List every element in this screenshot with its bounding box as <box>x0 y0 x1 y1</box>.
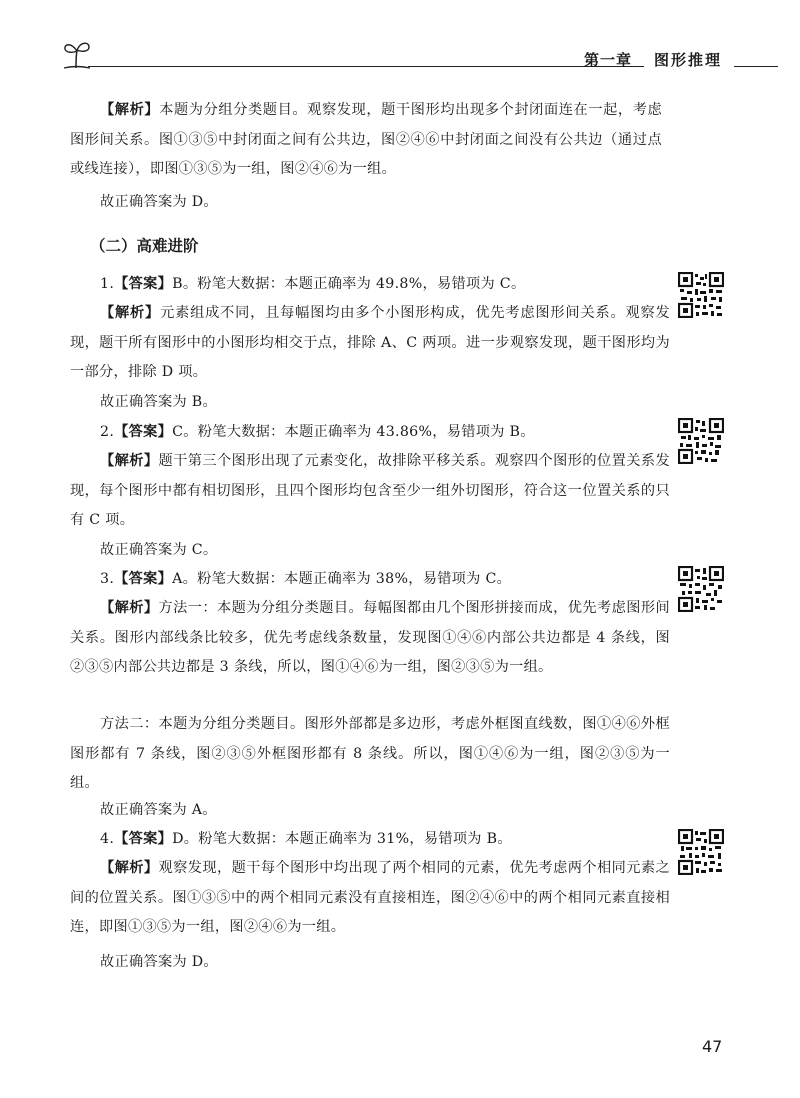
analysis-text: 题干第三个图形出现了元素变化，故排除平移关系。观察四个图形的位置关系发现，每个图形中都有相切图形，且四个图形均包含至少一组外切图形，符合这一位置关系的只有 C 项。 <box>70 453 670 528</box>
conclusion: 故正确答案为 B。 <box>100 394 217 410</box>
answer-tag: 【答案】 <box>114 276 173 292</box>
section-title: （二）高难进阶 <box>90 237 199 255</box>
analysis-tag: 【解析】 <box>100 600 159 616</box>
answer-line <box>70 825 670 855</box>
question-number: 2. <box>100 424 115 440</box>
answer-text: B。粉笔大数据：本题正确率为 49.8%，易错项为 C。 <box>172 276 526 292</box>
answer-text: D。粉笔大数据：本题正确率为 31%，易错项为 B。 <box>172 831 512 847</box>
conclusion: 故正确答案为 D。 <box>100 954 218 970</box>
analysis-tag: 【解析】 <box>100 453 159 469</box>
analysis-paragraph <box>70 594 670 683</box>
header-rule <box>88 66 644 67</box>
question-number: 3. <box>100 571 115 587</box>
question-number: 1. <box>100 276 115 292</box>
conclusion: 故正确答案为 D。 <box>100 194 218 210</box>
qr-code-icon[interactable] <box>678 566 724 612</box>
qr-code-icon[interactable] <box>678 418 724 464</box>
conclusion: 故正确答案为 C。 <box>100 542 218 558</box>
analysis-paragraph <box>70 96 662 185</box>
analysis-text: 方法一：本题为分组分类题目。每幅图都由几个图形拼接而成，优先考虑图形间关系。图形内部线条比较多，优先考虑线条数量，发现图①④⑥内部公共边都是 4 条线，图②③⑤内部公共边都是 3 条线，所以，图①④⑥为一组，图②③⑤为一组。 <box>70 600 670 675</box>
analysis-text: 元素组成不同，且每幅图均由多个小图形构成，优先考虑图形间关系。观察发现，题干所有图形中的小图形均相交于点，排除 A、C 两项。进一步观察发现，题干图形均为一部分，排除 D 项。 <box>70 305 671 380</box>
page-header <box>62 38 778 72</box>
answer-text: A。粉笔大数据：本题正确率为 38%，易错项为 C。 <box>172 571 512 587</box>
analysis-tag: 【解析】 <box>100 102 160 118</box>
conclusion: 故正确答案为 A。 <box>100 802 217 818</box>
analysis-tag: 【解析】 <box>100 305 161 321</box>
answer-tag: 【答案】 <box>114 571 173 587</box>
analysis-paragraph <box>70 299 670 388</box>
analysis-tag: 【解析】 <box>100 860 159 876</box>
analysis-text: 本题为分组分类题目。观察发现，题干图形均出现多个封闭面连在一起，考虑图形间关系。图①③⑤中封闭面之间有公共边，图②④⑥中封闭面之间没有公共边（通过点或线连接），即图①③⑤为一组，图②④⑥为一组。 <box>70 102 663 177</box>
analysis-paragraph <box>70 854 670 943</box>
answer-line <box>70 418 670 448</box>
answer-tag: 【答案】 <box>114 424 173 440</box>
answer-text: C。粉笔大数据：本题正确率为 43.86%，易错项为 B。 <box>172 424 535 440</box>
chapter-title: 图形推理 <box>654 51 723 69</box>
method-two-paragraph: 方法二：本题为分组分类题目。图形外部都是多边形，考虑外框图直线数，图①④⑥外框图形都有 7 条线，图②③⑤外框图形都有 8 条线。所以，图①④⑥为一组，图②③⑤为一组。 <box>70 716 670 791</box>
answer-line <box>70 270 670 300</box>
page-number: 47 <box>702 1037 723 1056</box>
analysis-text: 观察发现，题干每个图形中均出现了两个相同的元素，优先考虑两个相同元素之间的位置关系。图①③⑤中的两个相同元素没有直接相连，图②④⑥中的两个相同元素直接相连，即图①③⑤为一组，图②④⑥为一组。 <box>70 860 670 935</box>
answer-tag: 【答案】 <box>114 831 173 847</box>
chapter-label: 第一章 <box>584 51 633 69</box>
qr-code-icon[interactable] <box>678 272 724 318</box>
qr-code-icon[interactable] <box>678 829 724 875</box>
question-number: 4. <box>100 831 115 847</box>
header-rule-right <box>734 66 778 67</box>
answer-line <box>70 565 670 595</box>
analysis-paragraph <box>70 447 670 536</box>
